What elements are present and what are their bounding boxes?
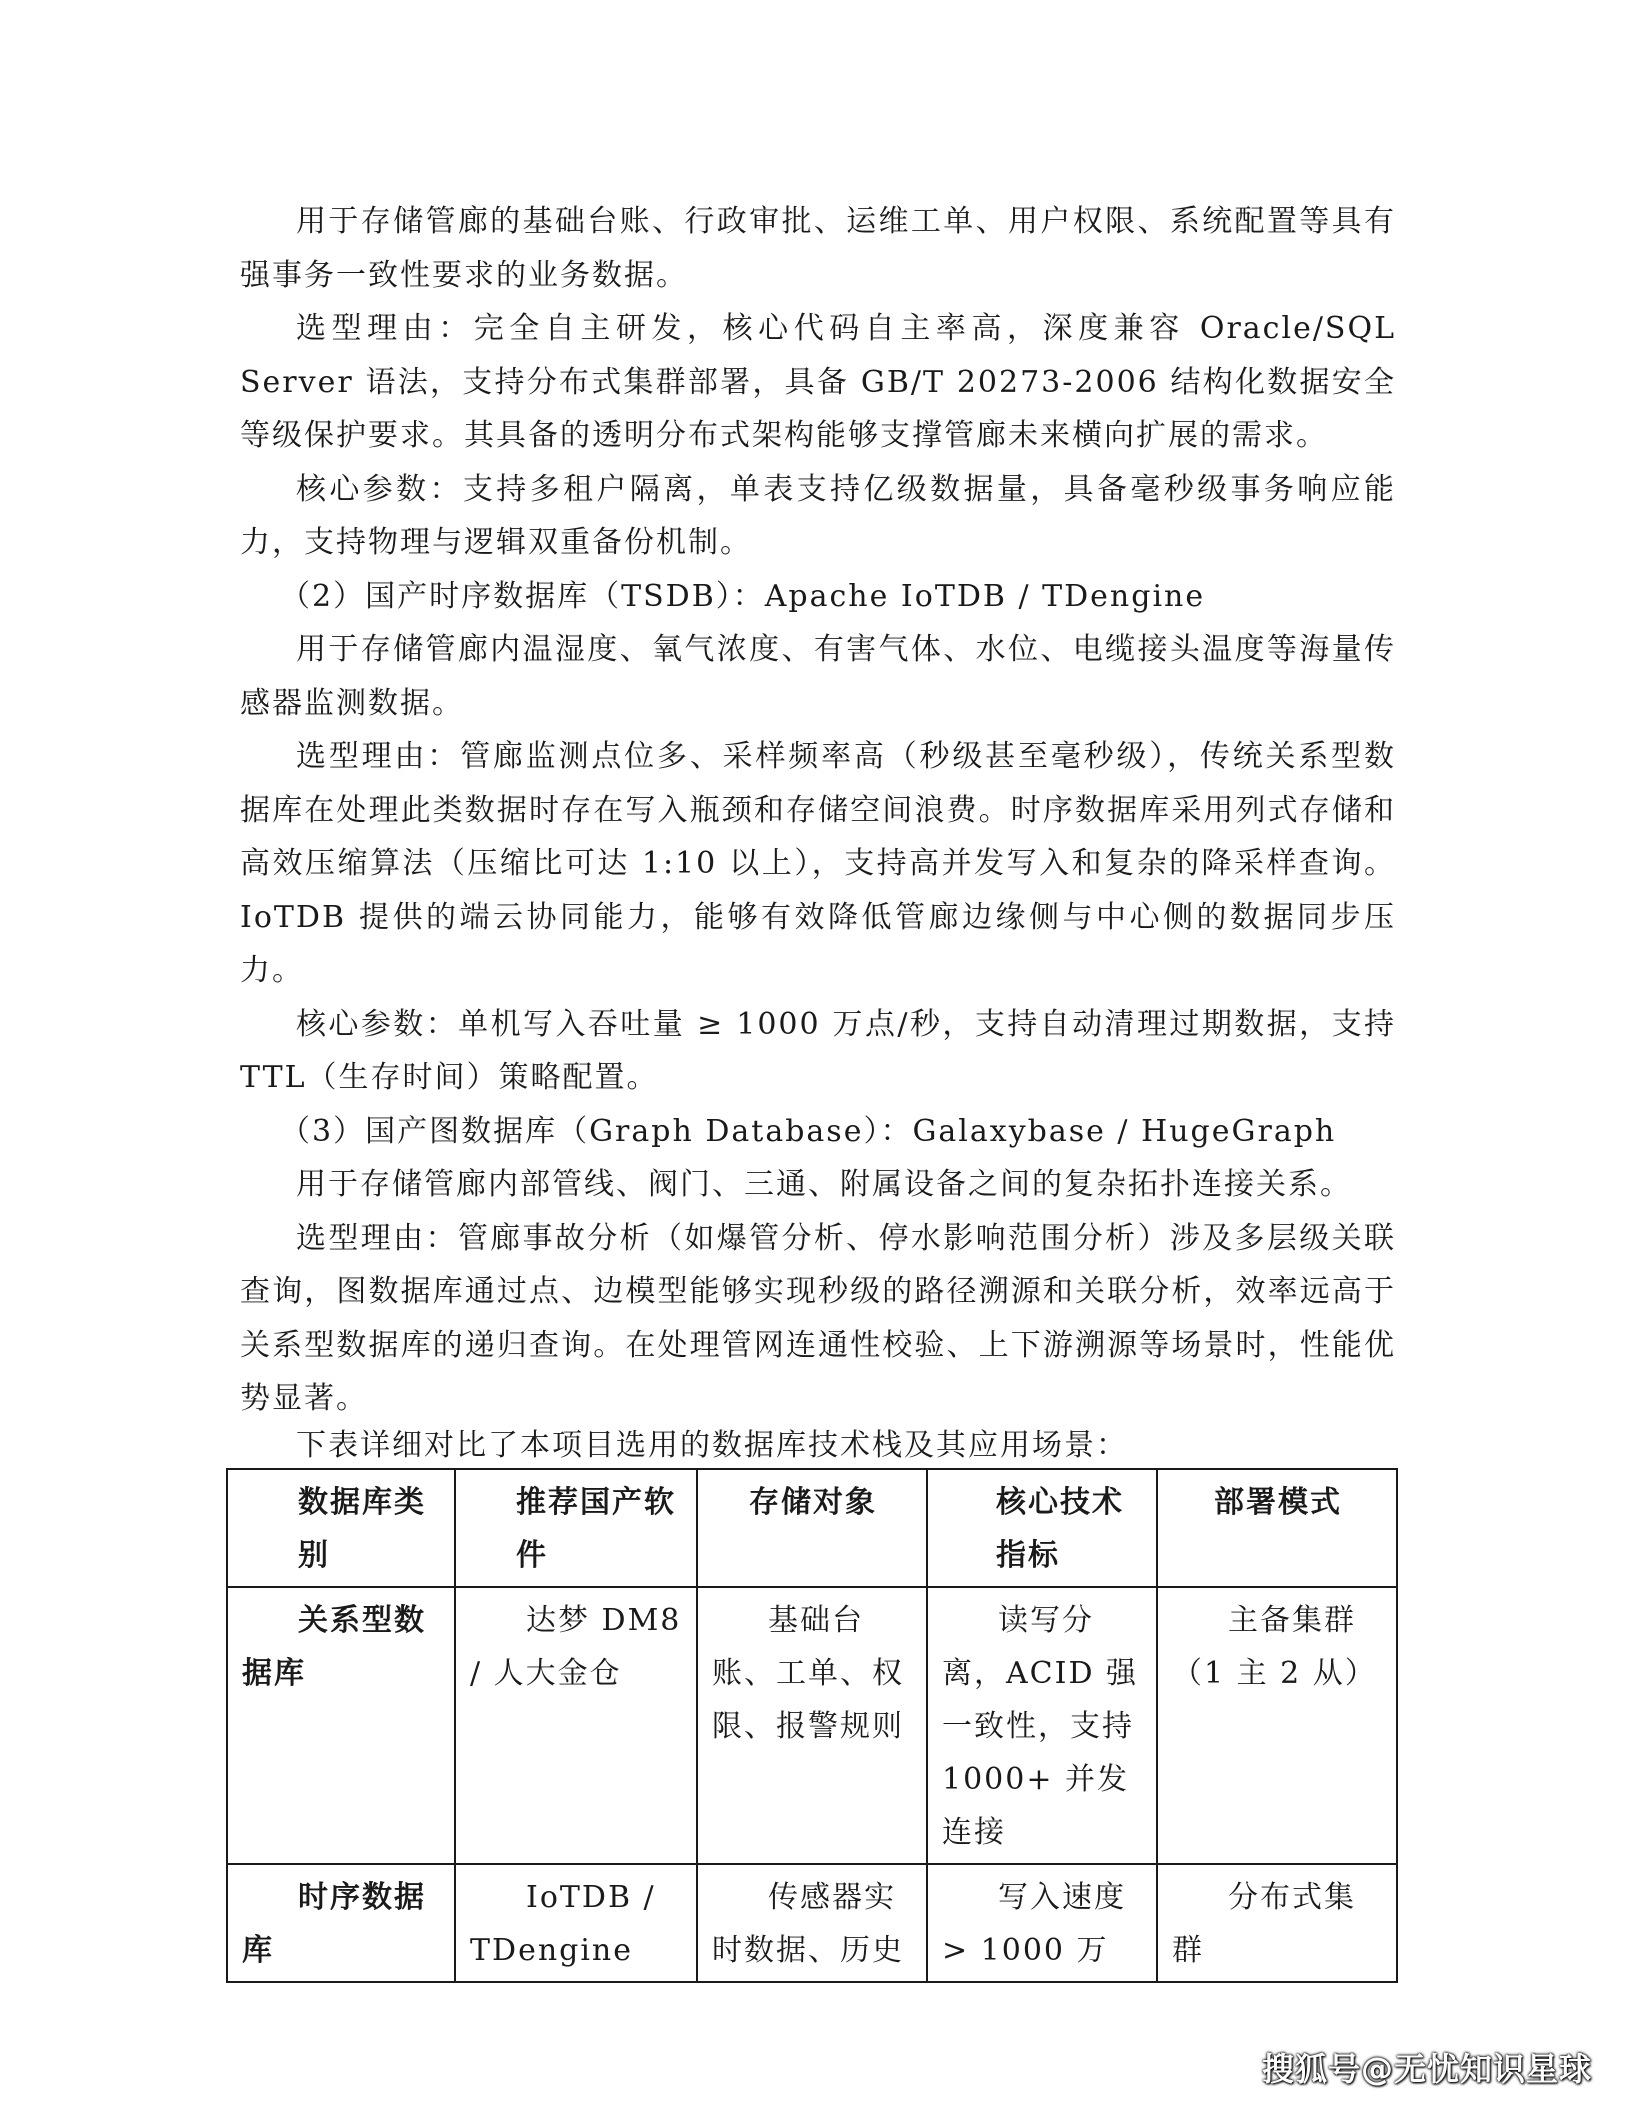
database-comparison-table [226,1468,1398,1983]
table-cell: 传感器实时数据、历史 [697,1864,927,1982]
table-header-cell: 数据库类别 [227,1469,455,1587]
paragraph: 核心参数：单机写入吞吐量 ≥ 1000 万点/秒，支持自动清理过期数据，支持 TTL（生存时间）策略配置。 [240,1006,1396,1095]
table-header-cell: 核心技术指标 [927,1469,1157,1587]
table-header-row [227,1469,1397,1587]
table-row [227,1864,1397,1982]
section-heading: （3）国产图数据库（Graph Database）：Galaxybase / HugeGraph [280,1113,1337,1149]
document-body [240,195,1396,1983]
paragraph: 用于存储管廊内温湿度、氧气浓度、有害气体、水位、电缆接头温度等海量传感器监测数据。 [240,632,1396,721]
paragraph: 用于存储管廊内部管线、阀门、三通、附属设备之间的复杂拓扑连接关系。 [296,1167,1352,1202]
paragraph: 选型理由：管廊事故分析（如爆管分析、停水影响范围分析）涉及多层级关联查询，图数据库通过点、边模型能够实现秒级的路径溯源和关联分析，效率远高于关系型数据库的递归查询。在处理管网连通性校验、上下游溯源等场景时，性能优势显著。 [240,1220,1396,1416]
table-header-cell: 部署模式 [1157,1469,1397,1587]
table-cell: 分布式集群 [1157,1864,1397,1982]
table-cell: 写入速度 > 1000 万 [927,1864,1157,1982]
table-cell: 时序数据库 [227,1864,455,1982]
watermark: 搜狐号@无忧知识星球 [1261,2050,1592,2088]
table-intro: 下表详细对比了本项目选用的数据库技术栈及其应用场景： [296,1427,1128,1463]
table-cell: IoTDB / TDengine [455,1864,697,1982]
paragraph: 选型理由：完全自主研发，核心代码自主率高，深度兼容 Oracle/SQL Server 语法，支持分布式集群部署，具备 GB/T 20273-2006 结构化数据安全等级保护要求。其具备的透明分布式架构能够支撑管廊未来横向扩展的需求。 [240,311,1396,453]
table-header-cell: 推荐国产软件 [455,1469,697,1587]
table-cell: 主备集群（1 主 2 从） [1157,1587,1397,1864]
section-heading: （2）国产时序数据库（TSDB）：Apache IoTDB / TDengine [280,578,1206,614]
table-row [227,1587,1397,1864]
table-cell: 读写分离，ACID 强一致性，支持 1000+ 并发连接 [927,1587,1157,1864]
table-cell: 基础台账、工单、权限、报警规则 [697,1587,927,1864]
paragraph: 用于存储管廊的基础台账、行政审批、运维工单、用户权限、系统配置等具有强事务一致性要求的业务数据。 [240,204,1396,293]
table-header-cell: 存储对象 [697,1469,927,1587]
table-cell: 关系型数据库 [227,1587,455,1864]
paragraph: 选型理由：管廊监测点位多、采样频率高（秒级甚至毫秒级），传统关系型数据库在处理此类数据时存在写入瓶颈和存储空间浪费。时序数据库采用列式存储和高效压缩算法（压缩比可达 1:10 以上），支持高并发写入和复杂的降采样查询。IoTDB 提供的端云协同能力，能够有效降低管廊边缘侧与中心侧的数据同步压力。 [240,739,1396,988]
table-cell: 达梦 DM8 / 人大金仓 [455,1587,697,1864]
paragraph: 核心参数：支持多租户隔离，单表支持亿级数据量，具备毫秒级事务响应能力，支持物理与逻辑双重备份机制。 [240,471,1396,560]
